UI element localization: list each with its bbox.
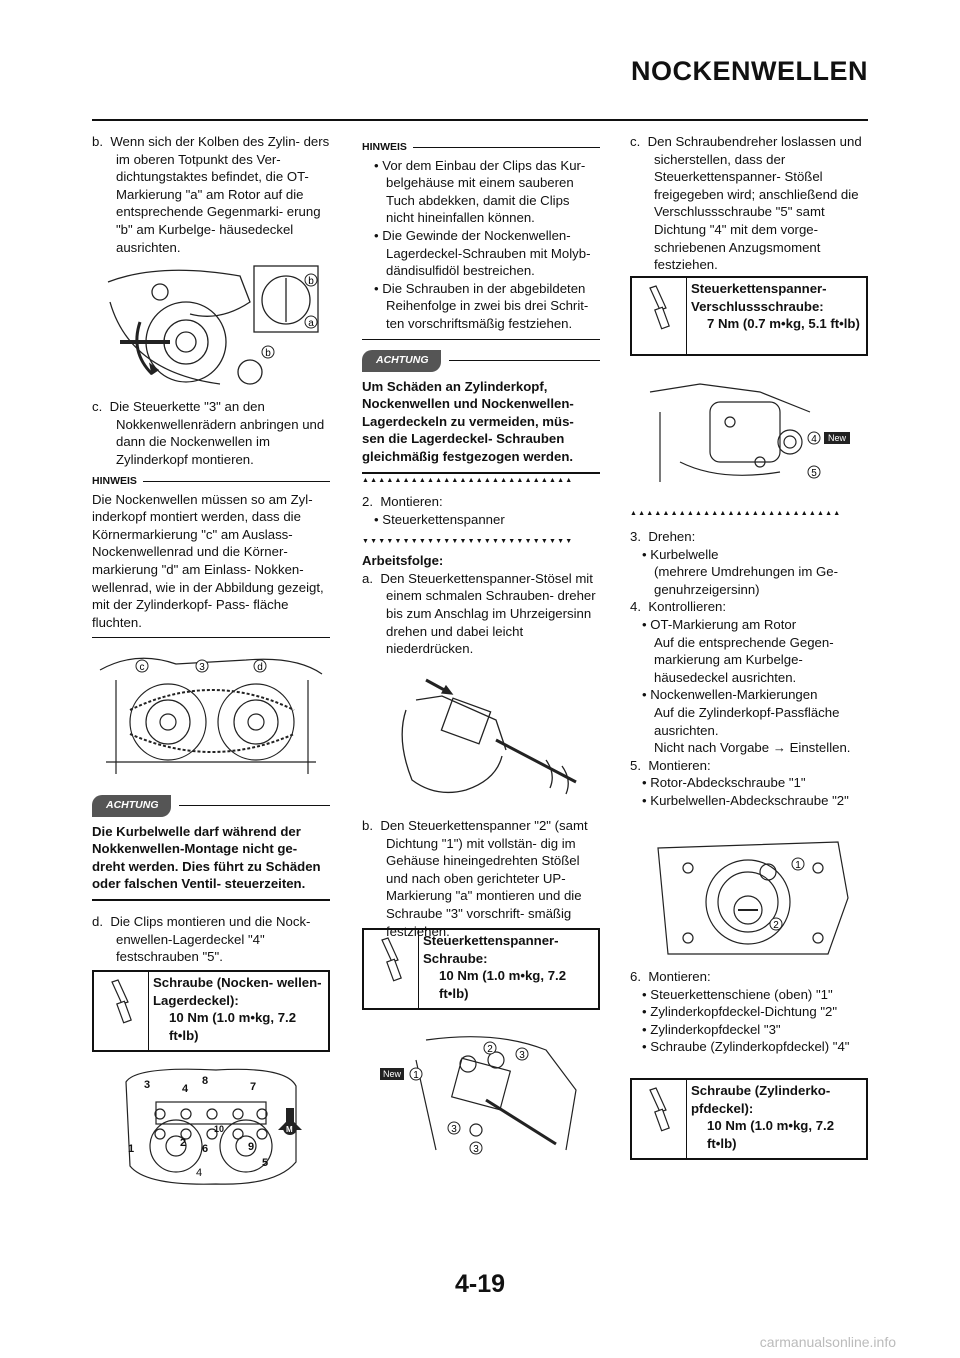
spec-title: Schraube (Nocken- wellen- Lagerdeckel): (153, 975, 322, 1008)
fig1-label-b: b (308, 276, 314, 287)
figure-bolt-sequence (116, 1062, 316, 1192)
fig3-label-10: 10 (214, 1124, 225, 1134)
note-label: HINWEIS (362, 141, 407, 153)
step5-text: 5. Montieren: (630, 757, 711, 773)
figure-tensioner-screwdriver (386, 670, 590, 800)
triangle-divider-up: ▲▲▲▲▲▲▲▲▲▲▲▲▲▲▲▲▲▲▲▲▲▲▲▲▲▲ (630, 510, 842, 517)
step-c-text: c. Die Steuerkette "3" an den Nokkenwellenrädern anbringen und dann die Nockenwellen im Zylinderkopf montieren. (92, 399, 325, 467)
col3-steps: ▲▲▲▲▲▲▲▲▲▲▲▲▲▲▲▲▲▲▲▲▲▲▲▲▲▲ 3. Drehen: • Kurbelwelle (mehrere Umdrehungen im Ge- genuhrzeigersinn) 4. Kontrollieren: • OT-Markierung am Rotor Auf die entsprechende Gegen- markierung am Kurbelge- häusedeckel ausrichten. • Nockenwellen-Markierungen Auf die Zylinderkopf-Passfläche ausrichten. Nicht nach Vorgabe → Einstellen. 5. Montieren: • Rotor-Abdeckschraube "1" • Kurbelwellen-Abdeckschraube "2" (630, 510, 868, 810)
fig-tens-label-3: 3 (519, 1050, 525, 1061)
step-d-text: d. Die Clips montieren und die Nock- enwellen-Lagerdeckel "4" festschrauben "5". (92, 914, 311, 965)
header-rule (92, 119, 868, 121)
fig2-label-3: 3 (199, 662, 205, 673)
note-end-rule (92, 637, 330, 638)
torque-wrench-icon (94, 972, 149, 1050)
fig1-label-b2: b (265, 348, 271, 359)
spec-value: 10 Nm (1.0 m•kg, 7.2 ft•lb) (169, 1010, 297, 1043)
fig-cap-label-5: 5 (811, 468, 817, 479)
spec-value: 10 Nm (1.0 m•kg, 7.2 ft•lb) (707, 1118, 835, 1151)
fig2-label-d: d (257, 662, 263, 673)
spec-box-head-cover (630, 1078, 868, 1160)
step6-item: Zylinderkopfdeckel-Dichtung "2" (650, 1004, 838, 1020)
step-b-text: b. Wenn sich der Kolben des Zylin- ders im oberen Totpunkt des Ver- dichtungstaktes befindet, die OT- Markierung "a" am Rotor auf die entsprechende Gegenmarki- erung "b" am Kurbelge- häusedeckel ausrichten. (92, 134, 330, 255)
step5-item: Rotor-Abdeckschraube "1" (650, 775, 806, 791)
step4-item1: OT-Markierung am Rotor (650, 616, 797, 632)
torque-wrench-icon (632, 278, 687, 354)
proc-b-text: b. Den Steuerkettenspanner "2" (samt Dichtung "1") mit vollstän- dig im Gehäuse hineingedrehten Stößel und nach oben gerichteter UP-Markierung "a" montieren und die Schraube "3" vorschrift- smäßig festziehen. (362, 818, 588, 939)
warning-badge: ACHTUNG (362, 350, 441, 372)
step2-item: Steuerkettenspanner (382, 511, 505, 527)
step5-item: Kurbelwellen-Abdeckschraube "2" (650, 792, 849, 808)
figure-tensioner-install (376, 1030, 592, 1160)
col2-procedure: ▲▲▲▲▲▲▲▲▲▲▲▲▲▲▲▲▲▲▲▲▲▲▲▲▲▲ 2. Montieren: • Steuerkettenspanner ▼▼▼▼▼▼▼▼▼▼▼▼▼▼▼▼▼▼▼▼▼▼▼▼▼▼ Arbeitsfolge: a. Den Steuerkettenspanner-Stösel mit einem schmalen Schrauben- dreher bis zum Anschlag im Uhrzeigersinn drehen und dabei leicht niederdrücken. (362, 477, 600, 658)
torque-wrench-icon (632, 1080, 687, 1158)
note-item: • Vor dem Einbau der Clips das Kur- belgehäuse mit einem sauberen Tuch abdekken, damit die Clips nicht hineinfallen können. (374, 157, 586, 226)
col1-step-d (92, 913, 330, 966)
col1-warning (92, 795, 330, 901)
note-end-rule (362, 339, 600, 340)
torque-wrench-icon (364, 930, 419, 1008)
col2-warning (362, 350, 600, 474)
page-number: 4-19 (454, 1270, 506, 1298)
fig-tens-label-1: 1 (413, 1070, 419, 1081)
warning-text: Um Schäden an Zylinderkopf, Nockenwellen und Nockenwellen- Lagerdeckeln zu vermeiden, müs- sen die Lagerdeckel- Schrauben gleichmäßig festgezogen werden. (362, 378, 600, 474)
warning-badge: ACHTUNG (92, 795, 171, 817)
col2-proc-b (362, 817, 600, 940)
note-item: • Die Gewinde der Nockenwellen- Lagerdeckel-Schrauben mit Molyb- dändisulfidöl bestreichen. (374, 227, 591, 279)
proc-a-text: a. Den Steuerkettenspanner-Stösel mit einem schmalen Schrauben- dreher bis zum Anschlag im Uhrzeigersinn drehen und dabei leicht niederdrücken. (362, 570, 596, 657)
fig1-label-a: a (308, 318, 314, 329)
step3-item: Kurbelwelle (650, 546, 719, 562)
step2-text: 2. Montieren: (362, 494, 443, 509)
step3-sub: (mehrere Umdrehungen im Ge- genuhrzeigersinn) (654, 564, 838, 597)
new-badge: New (382, 1069, 402, 1079)
page-title: NOCKENWELLEN (631, 56, 868, 86)
note-text: Die Nockenwellen müssen so am Zyl- inderkopf montiert werden, dass die Körnermarkierung "c" am Auslass- Nockenwellenrad und die Körner- markierung "d" am Einlass- Nokken- wellenrad, wie in der Abbildung gezeigt, mit der Zylinderkopf- Pass- fläche fluchten. (92, 491, 324, 630)
fig3-label-4: 4 (182, 1083, 189, 1095)
new-badge: New (827, 433, 847, 443)
step4-item1-sub: Auf die entsprechende Gegen- markierung am Kurbelge- häusedeckel ausrichten. (654, 634, 834, 685)
fig3-label-4b: 4 (196, 1167, 203, 1179)
fig-cover-label-2: 2 (773, 920, 779, 931)
col1-step-b (92, 133, 330, 256)
spec-box-tensioner (362, 928, 600, 1010)
col3-step-c (630, 133, 868, 274)
triangle-divider-up: ▲▲▲▲▲▲▲▲▲▲▲▲▲▲▲▲▲▲▲▲▲▲▲▲▲▲ (362, 477, 574, 484)
watermark: carmanualsonline.info (759, 1334, 896, 1350)
note-item: • Die Schrauben in der abgebildeten Reihenfolge in zwei bis drei Schrit- ten vorschriftsmäßig festziehen. (374, 280, 589, 331)
col3-step6: 6. Montieren: • Steuerkettenschiene (oben) "1" • Zylinderkopfdeckel-Dichtung "2" • Zylinderkopfdeckel "3" • Schraube (Zylinderkopfdeckel) "4" (630, 968, 868, 1056)
warning-text: Die Kurbelwelle darf während der Nokkenwellen-Montage nicht ge- dreht werden. Dies führt zu Schäden oder falschen Ventil- steuerzeiten. (92, 823, 330, 901)
step6-item: Schraube (Zylinderkopfdeckel) "4" (650, 1039, 850, 1055)
fig-tens-label-3c: 3 (473, 1144, 479, 1155)
col1-note (92, 473, 330, 638)
fig3-label-2: 2 (180, 1137, 187, 1149)
figure-crankcase-cover (648, 838, 858, 958)
col1-step-c (92, 398, 330, 468)
figure-camshaft-sprockets (96, 650, 326, 775)
note-label: HINWEIS (92, 475, 137, 487)
fig3-label-5: 5 (262, 1157, 269, 1169)
fig3-label-8: 8 (202, 1075, 209, 1087)
spec-title: Steuerkettenspanner- Verschlussschraube: (691, 281, 827, 314)
step4-item2: Nockenwellen-Markierungen (650, 687, 818, 703)
fig-tens-label-3b: 3 (451, 1124, 457, 1135)
fig-tens-label-2: 2 (487, 1044, 493, 1055)
fig-cover-label-1: 1 (795, 860, 801, 871)
fig3-label-7: 7 (250, 1081, 257, 1093)
figure-rotor-mark (100, 262, 328, 392)
procedure-label: Arbeitsfolge: (362, 553, 444, 569)
spec-title: Steuerkettenspanner- Schraube: (423, 933, 559, 966)
step-c-text: c. Den Schraubendreher loslassen und sicherstellen, dass der Steuerkettenspanner- Stößel freigegeben wird; anschließend die Verschlussschraube "5" samt Dichtung "4" mit dem vorge- schriebenen Anzugsmoment festziehen. (630, 134, 862, 273)
spec-value: 10 Nm (1.0 m•kg, 7.2 ft•lb) (439, 968, 567, 1001)
spec-box-camcap (92, 970, 330, 1052)
step6-item: Zylinderkopfdeckel "3" (650, 1021, 781, 1037)
fig3-label-1: 1 (128, 1143, 135, 1155)
fig-cap-label-4: 4 (811, 434, 817, 445)
step6-text: 6. Montieren: (630, 969, 711, 984)
step4-text: 4. Kontrollieren: (630, 599, 727, 615)
fig2-label-c: c (139, 662, 145, 673)
step4-item2-sub2: Nicht nach Vorgabe → Einstellen. (654, 740, 851, 756)
spec-box-cap-bolt (630, 276, 868, 356)
spec-value: 7 Nm (0.7 m•kg, 5.1 ft•lb) (707, 316, 860, 332)
fig3-label-9: 9 (248, 1141, 255, 1153)
figure-cap-bolt (640, 372, 856, 490)
step6-item: Steuerkettenschiene (oben) "1" (650, 986, 833, 1002)
fig3-label-3: 3 (144, 1079, 151, 1091)
col2-note (362, 139, 600, 340)
spec-title: Schraube (Zylinderko- pfdeckel): (691, 1083, 831, 1116)
step4-item2-sub: Auf die Zylinderkopf-Passfläche ausrichten. (654, 704, 840, 738)
step3-text: 3. Drehen: (630, 529, 696, 544)
fig3-label-m: M (286, 1125, 293, 1134)
triangle-divider-down: ▼▼▼▼▼▼▼▼▼▼▼▼▼▼▼▼▼▼▼▼▼▼▼▼▼▼ (362, 538, 574, 546)
fig3-label-6: 6 (202, 1143, 209, 1155)
